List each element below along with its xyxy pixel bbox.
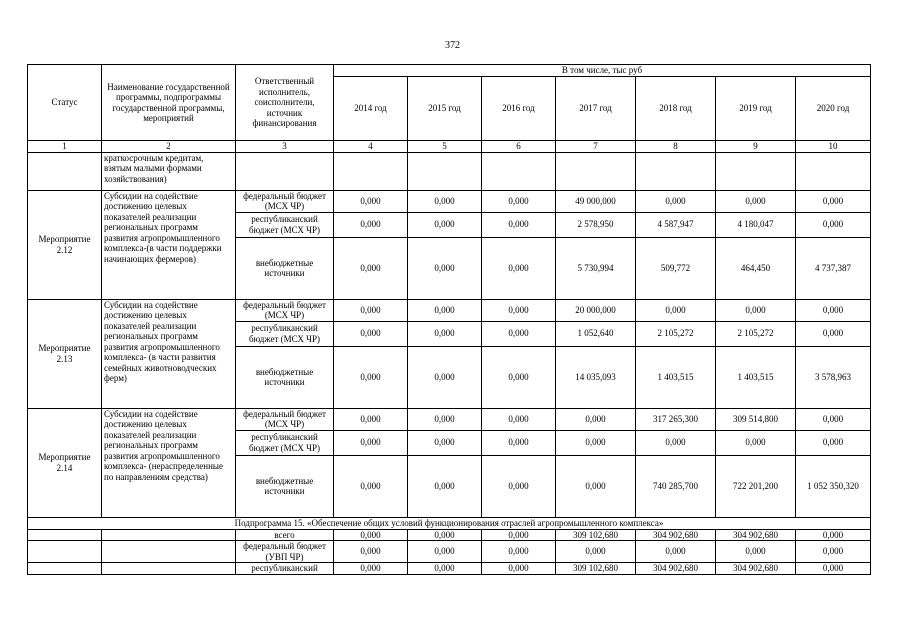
value-cell: 0,000	[636, 541, 716, 563]
column-number: 7	[556, 141, 636, 153]
value-cell: 0,000	[482, 563, 556, 575]
funding-source: внебюджетные источники	[236, 346, 334, 408]
value-cell: 0,000	[334, 190, 408, 212]
value-cell: 309 102,680	[556, 529, 636, 541]
measure-name: Субсидии на содействие достижению целевых показателей реализации региональных программ развития агропромышленного комплекса- (в части развития семейных животноводческих ферм)	[102, 299, 236, 408]
value-cell: 1 052 350,320	[796, 455, 871, 517]
value-cell: 509,772	[636, 237, 716, 299]
funding-source: федеральный бюджет (МСХ ЧР)	[236, 408, 334, 430]
header-responsible: Ответственный исполнитель, соисполнители, источник финансирования	[236, 65, 334, 141]
funding-source: республиканский бюджет (МСХ ЧР)	[236, 321, 334, 346]
value-cell: 304 902,680	[716, 529, 796, 541]
measure-status: Мероприятие 2.13	[28, 299, 102, 408]
value-cell: 3 578,963	[796, 346, 871, 408]
measure-name: Субсидии на содействие достижению целевых показателей реализации региональных программ развития агропромышленного комплекса-(в части поддержки начинающих фермеров)	[102, 190, 236, 299]
value-cell: 0,000	[636, 299, 716, 321]
value-cell: 0,000	[408, 237, 482, 299]
value-cell: 4 180,047	[716, 212, 796, 237]
value-cell: 0,000	[796, 190, 871, 212]
value-cell: 0,000	[408, 529, 482, 541]
value-cell: 0,000	[334, 563, 408, 575]
value-cell: 0,000	[408, 430, 482, 455]
value-cell: 20 000,000	[556, 299, 636, 321]
value-cell: 0,000	[334, 346, 408, 408]
header-status: Статус	[28, 65, 102, 141]
value-cell: 0,000	[482, 455, 556, 517]
value-cell: 4 737,387	[796, 237, 871, 299]
funding-source: всего	[236, 529, 334, 541]
funding-source: внебюджетные источники	[236, 237, 334, 299]
funding-source: федеральный бюджет (МСХ ЧР)	[236, 299, 334, 321]
column-number: 1	[28, 141, 102, 153]
value-cell: 0,000	[796, 430, 871, 455]
value-cell: 0,000	[482, 541, 556, 563]
value-cell: 0,000	[716, 190, 796, 212]
table-row	[28, 563, 871, 575]
measure-name: Субсидии на содействие достижению целевых показателей реализации региональных программ развития агропромышленного комплекса- (нераспределенные по направлениям средства)	[102, 408, 236, 517]
table-row	[28, 541, 871, 563]
column-number: 3	[236, 141, 334, 153]
value-cell: 0,000	[334, 212, 408, 237]
value-cell: 0,000	[716, 299, 796, 321]
column-number: 6	[482, 141, 556, 153]
column-number: 2	[102, 141, 236, 153]
value-cell: 0,000	[556, 408, 636, 430]
measure-status: Мероприятие 2.12	[28, 190, 102, 299]
value-cell: 304 902,680	[636, 563, 716, 575]
table-row	[28, 299, 871, 321]
value-cell: 0,000	[796, 529, 871, 541]
value-cell: 0,000	[334, 430, 408, 455]
budget-table	[27, 64, 871, 575]
value-cell: 0,000	[408, 299, 482, 321]
value-cell: 4 587,947	[636, 212, 716, 237]
value-cell: 304 902,680	[716, 563, 796, 575]
value-cell: 0,000	[334, 529, 408, 541]
header-year: 2018 год	[636, 77, 716, 141]
value-cell: 304 902,680	[636, 529, 716, 541]
value-cell: 0,000	[408, 190, 482, 212]
header-year: 2014 год	[334, 77, 408, 141]
funding-source: республиканский	[236, 563, 334, 575]
column-number: 4	[334, 141, 408, 153]
value-cell: 0,000	[334, 455, 408, 517]
value-cell: 0,000	[408, 563, 482, 575]
value-cell: 0,000	[482, 346, 556, 408]
header-including: В том числе, тыс руб	[334, 65, 871, 77]
table-row	[28, 529, 871, 541]
empty-cell	[102, 529, 236, 541]
value-cell: 0,000	[482, 190, 556, 212]
value-cell: 0,000	[716, 541, 796, 563]
value-cell: 1 403,515	[636, 346, 716, 408]
value-cell: 0,000	[482, 212, 556, 237]
value-cell: 740 285,700	[636, 455, 716, 517]
value-cell: 5 730,994	[556, 237, 636, 299]
column-number: 10	[796, 141, 871, 153]
value-cell: 0,000	[408, 455, 482, 517]
value-cell: 0,000	[796, 321, 871, 346]
page-number: 372	[445, 40, 460, 51]
value-cell: 317 265,300	[636, 408, 716, 430]
measure-status: Мероприятие 2.14	[28, 408, 102, 517]
value-cell: 0,000	[408, 408, 482, 430]
table-row	[28, 190, 871, 212]
empty-cell	[28, 529, 102, 541]
empty-cell	[102, 563, 236, 575]
value-cell: 49 000,000	[556, 190, 636, 212]
value-cell: 0,000	[556, 541, 636, 563]
value-cell: 0,000	[796, 563, 871, 575]
value-cell: 0,000	[482, 529, 556, 541]
header-year: 2015 год	[408, 77, 482, 141]
empty-cell	[102, 541, 236, 563]
value-cell: 0,000	[334, 541, 408, 563]
value-cell: 464,450	[716, 237, 796, 299]
value-cell: 0,000	[636, 190, 716, 212]
column-number: 9	[716, 141, 796, 153]
funding-source: республиканский бюджет (МСХ ЧР)	[236, 430, 334, 455]
value-cell: 1 052,640	[556, 321, 636, 346]
value-cell: 0,000	[482, 299, 556, 321]
value-cell: 722 201,200	[716, 455, 796, 517]
header-year: 2016 год	[482, 77, 556, 141]
header-year: 2017 год	[556, 77, 636, 141]
value-cell: 0,000	[334, 408, 408, 430]
value-cell: 0,000	[716, 430, 796, 455]
column-number: 5	[408, 141, 482, 153]
value-cell: 309 514,800	[716, 408, 796, 430]
value-cell: 0,000	[482, 430, 556, 455]
value-cell: 0,000	[408, 321, 482, 346]
value-cell: 0,000	[408, 346, 482, 408]
value-cell: 309 102,680	[556, 563, 636, 575]
empty-cell	[28, 563, 102, 575]
value-cell: 0,000	[796, 408, 871, 430]
value-cell: 1 403,515	[716, 346, 796, 408]
column-number: 8	[636, 141, 716, 153]
funding-source: федеральный бюджет (МСХ ЧР)	[236, 190, 334, 212]
header-name: Наименование государственной программы, подпрограммы государственной программы, мероприятий	[102, 65, 236, 141]
value-cell: 0,000	[556, 455, 636, 517]
empty-cell	[28, 541, 102, 563]
value-cell: 0,000	[408, 212, 482, 237]
value-cell: 0,000	[482, 408, 556, 430]
subprogram-title: Подпрограмма 15. «Обеспечение общих условий функционирования отраслей агропромышленного комплекса»	[28, 517, 871, 529]
value-cell: 0,000	[636, 430, 716, 455]
value-cell: 2 105,272	[716, 321, 796, 346]
table-row	[28, 408, 871, 430]
funding-source: республиканский бюджет (МСХ ЧР)	[236, 212, 334, 237]
value-cell: 0,000	[796, 541, 871, 563]
value-cell: 0,000	[796, 212, 871, 237]
value-cell: 0,000	[482, 237, 556, 299]
value-cell: 0,000	[334, 321, 408, 346]
value-cell: 0,000	[556, 430, 636, 455]
continuation-text: краткосрочным кредитам, взятым малыми формами хозяйствования)	[102, 152, 236, 190]
value-cell: 2 105,272	[636, 321, 716, 346]
funding-source: федеральный бюджет (УВП ЧР)	[236, 541, 334, 563]
header-year: 2019 год	[716, 77, 796, 141]
funding-source: внебюджетные источники	[236, 455, 334, 517]
value-cell: 0,000	[482, 321, 556, 346]
value-cell: 0,000	[408, 541, 482, 563]
header-year: 2020 год	[796, 77, 871, 141]
value-cell: 0,000	[334, 237, 408, 299]
value-cell: 14 035,093	[556, 346, 636, 408]
value-cell: 0,000	[334, 299, 408, 321]
value-cell: 2 578,950	[556, 212, 636, 237]
value-cell: 0,000	[796, 299, 871, 321]
